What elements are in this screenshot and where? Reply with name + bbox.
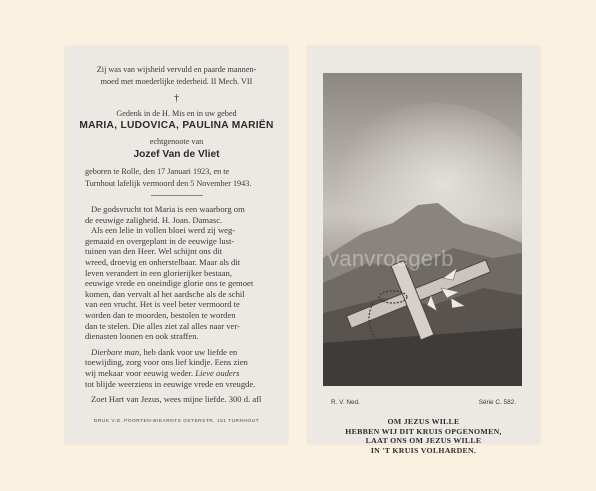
verse-line: LAAT ONS OM JEZUS WILLE (365, 436, 482, 446)
divider (151, 195, 203, 196)
verse-line: OM JEZUS WILLE (387, 417, 460, 426)
verse-line: IN 'T KRUIS VOLHARDEN. (370, 445, 477, 455)
body-line: wreed, droevig en onherstelbaar. Maar als dit (85, 256, 241, 267)
body-line: dienasten loonen en ook straffen. (85, 331, 199, 342)
cross-icon: † (173, 92, 180, 104)
death-line: Turnhout lafelijk vermoord den 5 November 1943. (85, 179, 252, 188)
printer-imprint: DRUK V.D. POORTEN-BIEARNTS OSTERSTR. 151 TURNHOUT (93, 419, 260, 424)
memorial-card-text-side (65, 46, 288, 444)
series-number: Série C. 582. (478, 399, 516, 406)
body-line: tuinen van den Heer. Wel schijnt ons dit (85, 246, 223, 257)
spouse-name: Jozef Van de Vliet (133, 149, 220, 160)
husband-line: toewijding, zorg voor ons lief kindje. Eens zien (85, 357, 248, 368)
body-line: gemaaid en overgeplant in de eeuwige lust- (85, 235, 235, 246)
memorial-card-picture-side (307, 46, 540, 455)
body-line: van een vrucht. Het is veel beter vermoord te (85, 299, 240, 310)
watermark: vanvroegerb (328, 246, 454, 271)
body-line: dan te stelen. Die alles ziet zal alles naar ver- (85, 320, 240, 331)
husband-heading: Dierbare man, (91, 346, 142, 357)
parents-heading: Lieve ouders (195, 367, 240, 378)
prayer-line: Zoet Hart van Jezus, wees mijne liefde. 300 d. afl (91, 394, 262, 405)
birth-line: geboren te Rolle, den 17 Januari 1923, en te (85, 167, 230, 176)
remembrance-line: Gedenk in de H. Mis en in uw gebed (116, 109, 237, 118)
husband-line: wij mekaar voor eeuwig weder. Lieve ouders (85, 367, 240, 378)
publisher-mark: R. V. Ned. (331, 399, 360, 406)
memorial-body (85, 204, 273, 405)
crucifix-landscape-image (323, 73, 522, 386)
husband-line (85, 347, 273, 358)
spouse-label: echtgenoote van (149, 137, 204, 146)
body-line: Als een lelie in vollen bloei werd zij weg- (91, 225, 236, 236)
husband-rest: heb dank voor uw liefde en (141, 346, 238, 357)
body-line: komen, dan vervalt al het aardsche als de schil (85, 288, 245, 299)
body-line: worden dan te moorden, bestolen te worden (85, 309, 236, 320)
body-line: eeuwige vrede en oneindige glorie ons te gemoet (85, 278, 254, 289)
body-line: leven verandert in een glorierijker bestaan, (85, 267, 232, 278)
body-line: de eeuwige zaligheid. H. Joan. Damasc. (85, 214, 223, 225)
verse-line: HEBBEN WIJ DIT KRUIS OPGENOMEN, (345, 426, 502, 436)
deceased-name: MARIA, LUDOVICA, PAULINA MARIËN (79, 120, 274, 131)
scripture-quote: Zij was van wijsheid vervuld en paarde mannen- moed met moederlijke tederheid. II Mech. VII (96, 65, 257, 86)
parents-line: tot blijde weerziens in eeuwige vrede en vreugde. (85, 378, 256, 389)
devotional-verse (307, 417, 540, 455)
body-line: De godsvrucht tot Maria is een waarborg om (91, 204, 245, 214)
